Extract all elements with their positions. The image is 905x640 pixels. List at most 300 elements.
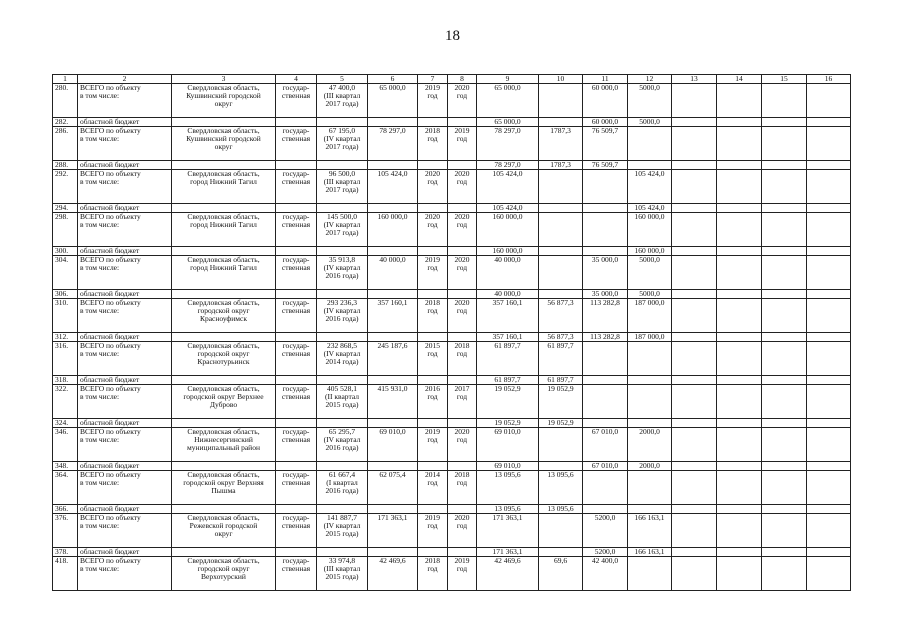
funding-col12-cell: 166 163,1 bbox=[628, 514, 672, 548]
name-cell: областной бюджет bbox=[78, 548, 172, 557]
empty-cell bbox=[672, 84, 717, 118]
funding-total-cell: 13 095,6 bbox=[477, 471, 539, 505]
ownership-cell bbox=[276, 505, 317, 514]
empty-cell bbox=[672, 170, 717, 204]
empty-cell bbox=[717, 514, 762, 548]
objects-table bbox=[52, 74, 851, 591]
empty-cell bbox=[717, 333, 762, 342]
name-cell: ВСЕГО по объекту в том числе: bbox=[78, 471, 172, 505]
funding-col11-cell bbox=[583, 419, 628, 428]
total-cost-cell bbox=[368, 376, 418, 385]
start-year-cell bbox=[418, 204, 448, 213]
total-cost-cell: 42 469,6 bbox=[368, 557, 418, 591]
empty-cell bbox=[807, 385, 851, 419]
ownership-cell: государ- ственная bbox=[276, 514, 317, 548]
location-cell bbox=[172, 290, 276, 299]
row-number-cell: 294. bbox=[53, 204, 78, 213]
end-year-cell bbox=[448, 161, 477, 170]
funding-total-cell: 69 010,0 bbox=[477, 462, 539, 471]
estimated-cost-cell: 96 500,0 (III квартал 2017 года) bbox=[317, 170, 368, 204]
name-cell: областной бюджет bbox=[78, 333, 172, 342]
name-cell: ВСЕГО по объекту в том числе: bbox=[78, 213, 172, 247]
end-year-cell bbox=[448, 505, 477, 514]
empty-cell bbox=[717, 204, 762, 213]
empty-cell bbox=[672, 204, 717, 213]
funding-col11-cell: 5200,0 bbox=[583, 514, 628, 548]
estimated-cost-cell bbox=[317, 505, 368, 514]
object-row bbox=[53, 84, 851, 118]
end-year-cell: 2020 год bbox=[448, 170, 477, 204]
row-number-cell: 378. bbox=[53, 548, 78, 557]
column-number: 16 bbox=[807, 75, 851, 84]
start-year-cell: 2018 год bbox=[418, 127, 448, 161]
end-year-cell: 2019 год bbox=[448, 557, 477, 591]
location-cell: Свердловская область, город Нижний Тагил bbox=[172, 170, 276, 204]
empty-cell bbox=[762, 505, 807, 514]
object-row bbox=[53, 514, 851, 548]
empty-cell bbox=[762, 256, 807, 290]
empty-cell bbox=[807, 514, 851, 548]
total-cost-cell bbox=[368, 161, 418, 170]
row-number-cell: 376. bbox=[53, 514, 78, 548]
funding-col12-cell: 160 000,0 bbox=[628, 213, 672, 247]
funding-total-cell: 61 897,7 bbox=[477, 376, 539, 385]
column-number: 1 bbox=[53, 75, 78, 84]
funding-col11-cell: 113 282,8 bbox=[583, 299, 628, 333]
empty-cell bbox=[762, 342, 807, 376]
funding-col12-cell bbox=[628, 471, 672, 505]
row-number-cell: 300. bbox=[53, 247, 78, 256]
empty-cell bbox=[717, 299, 762, 333]
total-cost-cell: 40 000,0 bbox=[368, 256, 418, 290]
funding-col10-cell bbox=[539, 256, 583, 290]
estimated-cost-cell: 61 667,4 (I квартал 2016 года) bbox=[317, 471, 368, 505]
location-cell: Свердловская область, Кушвинский городской округ bbox=[172, 84, 276, 118]
empty-cell bbox=[717, 385, 762, 419]
funding-col11-cell: 35 000,0 bbox=[583, 290, 628, 299]
end-year-cell: 2020 год bbox=[448, 213, 477, 247]
ownership-cell bbox=[276, 290, 317, 299]
funding-col12-cell: 105 424,0 bbox=[628, 170, 672, 204]
column-number: 15 bbox=[762, 75, 807, 84]
object-row bbox=[53, 557, 851, 591]
empty-cell bbox=[807, 127, 851, 161]
empty-cell bbox=[717, 462, 762, 471]
name-cell: ВСЕГО по объекту в том числе: bbox=[78, 299, 172, 333]
funding-col10-cell bbox=[539, 462, 583, 471]
total-cost-cell bbox=[368, 419, 418, 428]
empty-cell bbox=[762, 333, 807, 342]
location-cell: Свердловская область, Кушвинский городской округ bbox=[172, 127, 276, 161]
empty-cell bbox=[762, 548, 807, 557]
funding-total-cell: 19 052,9 bbox=[477, 419, 539, 428]
location-cell bbox=[172, 247, 276, 256]
funding-col10-cell bbox=[539, 247, 583, 256]
funding-col12-cell bbox=[628, 505, 672, 514]
object-row bbox=[53, 471, 851, 505]
row-number-cell: 282. bbox=[53, 118, 78, 127]
end-year-cell bbox=[448, 333, 477, 342]
total-cost-cell: 245 187,6 bbox=[368, 342, 418, 376]
empty-cell bbox=[672, 290, 717, 299]
funding-total-cell: 42 469,6 bbox=[477, 557, 539, 591]
funding-col11-cell bbox=[583, 247, 628, 256]
funding-col10-cell bbox=[539, 170, 583, 204]
start-year-cell bbox=[418, 419, 448, 428]
location-cell: Свердловская область, городской округ Верхотурский bbox=[172, 557, 276, 591]
empty-cell bbox=[807, 256, 851, 290]
ownership-cell: государ- ственная bbox=[276, 213, 317, 247]
object-row bbox=[53, 170, 851, 204]
empty-cell bbox=[672, 514, 717, 548]
ownership-cell bbox=[276, 548, 317, 557]
funding-col11-cell bbox=[583, 204, 628, 213]
funding-total-cell: 65 000,0 bbox=[477, 118, 539, 127]
start-year-cell: 2014 год bbox=[418, 471, 448, 505]
column-number: 12 bbox=[628, 75, 672, 84]
start-year-cell bbox=[418, 290, 448, 299]
ownership-cell: государ- ственная bbox=[276, 471, 317, 505]
funding-col10-cell: 1787,3 bbox=[539, 127, 583, 161]
column-number: 11 bbox=[583, 75, 628, 84]
column-number: 5 bbox=[317, 75, 368, 84]
name-cell: областной бюджет bbox=[78, 161, 172, 170]
funding-col11-cell: 60 000,0 bbox=[583, 118, 628, 127]
funding-col10-cell: 56 877,3 bbox=[539, 299, 583, 333]
estimated-cost-cell: 47 400,0 (III квартал 2017 года) bbox=[317, 84, 368, 118]
ownership-cell bbox=[276, 118, 317, 127]
funding-total-cell: 171 363,1 bbox=[477, 548, 539, 557]
funding-col10-cell: 19 052,9 bbox=[539, 419, 583, 428]
funding-col10-cell: 13 095,6 bbox=[539, 471, 583, 505]
total-cost-cell: 62 075,4 bbox=[368, 471, 418, 505]
row-number-cell: 292. bbox=[53, 170, 78, 204]
row-number-cell: 280. bbox=[53, 84, 78, 118]
empty-cell bbox=[717, 161, 762, 170]
location-cell: Свердловская область, городской округ Красноуфимск bbox=[172, 299, 276, 333]
start-year-cell bbox=[418, 118, 448, 127]
funding-col11-cell: 42 400,0 bbox=[583, 557, 628, 591]
empty-cell bbox=[762, 170, 807, 204]
funding-col11-cell bbox=[583, 342, 628, 376]
total-cost-cell bbox=[368, 118, 418, 127]
estimated-cost-cell: 145 500,0 (IV квартал 2017 года) bbox=[317, 213, 368, 247]
start-year-cell: 2018 год bbox=[418, 299, 448, 333]
empty-cell bbox=[807, 170, 851, 204]
empty-cell bbox=[717, 342, 762, 376]
location-cell: Свердловская область, городской округ Краснотурьинск bbox=[172, 342, 276, 376]
end-year-cell bbox=[448, 204, 477, 213]
end-year-cell: 2018 год bbox=[448, 471, 477, 505]
empty-cell bbox=[717, 127, 762, 161]
funding-total-cell: 160 000,0 bbox=[477, 247, 539, 256]
total-cost-cell bbox=[368, 247, 418, 256]
object-row bbox=[53, 256, 851, 290]
column-number: 10 bbox=[539, 75, 583, 84]
object-row bbox=[53, 299, 851, 333]
location-cell: Свердловская область, город Нижний Тагил bbox=[172, 213, 276, 247]
empty-cell bbox=[807, 299, 851, 333]
ownership-cell bbox=[276, 419, 317, 428]
funding-total-cell: 40 000,0 bbox=[477, 290, 539, 299]
estimated-cost-cell bbox=[317, 376, 368, 385]
budget-row bbox=[53, 505, 851, 514]
empty-cell bbox=[762, 213, 807, 247]
empty-cell bbox=[717, 118, 762, 127]
funding-col11-cell bbox=[583, 213, 628, 247]
funding-total-cell: 357 160,1 bbox=[477, 299, 539, 333]
funding-col12-cell: 160 000,0 bbox=[628, 247, 672, 256]
funding-total-cell: 78 297,0 bbox=[477, 127, 539, 161]
name-cell: ВСЕГО по объекту в том числе: bbox=[78, 428, 172, 462]
estimated-cost-cell bbox=[317, 290, 368, 299]
funding-col10-cell: 61 897,7 bbox=[539, 376, 583, 385]
estimated-cost-cell: 65 295,7 (IV квартал 2016 года) bbox=[317, 428, 368, 462]
name-cell: областной бюджет bbox=[78, 247, 172, 256]
location-cell bbox=[172, 548, 276, 557]
funding-col12-cell: 5000,0 bbox=[628, 84, 672, 118]
funding-col11-cell: 5200,0 bbox=[583, 548, 628, 557]
end-year-cell bbox=[448, 247, 477, 256]
column-number: 13 bbox=[672, 75, 717, 84]
funding-col10-cell bbox=[539, 428, 583, 462]
empty-cell bbox=[762, 376, 807, 385]
estimated-cost-cell: 405 528,1 (II квартал 2015 года) bbox=[317, 385, 368, 419]
empty-cell bbox=[672, 256, 717, 290]
empty-cell bbox=[672, 419, 717, 428]
start-year-cell bbox=[418, 161, 448, 170]
empty-cell bbox=[762, 385, 807, 419]
funding-col11-cell: 67 010,0 bbox=[583, 428, 628, 462]
empty-cell bbox=[762, 471, 807, 505]
ownership-cell: государ- ственная bbox=[276, 299, 317, 333]
start-year-cell: 2019 год bbox=[418, 84, 448, 118]
funding-col10-cell bbox=[539, 84, 583, 118]
end-year-cell bbox=[448, 548, 477, 557]
funding-col12-cell bbox=[628, 342, 672, 376]
location-cell: Свердловская область, городской округ Верхнее Дуброво bbox=[172, 385, 276, 419]
empty-cell bbox=[672, 161, 717, 170]
funding-col12-cell bbox=[628, 161, 672, 170]
start-year-cell: 2020 год bbox=[418, 213, 448, 247]
empty-cell bbox=[807, 118, 851, 127]
empty-cell bbox=[807, 471, 851, 505]
end-year-cell bbox=[448, 376, 477, 385]
empty-cell bbox=[762, 290, 807, 299]
column-number: 8 bbox=[448, 75, 477, 84]
empty-cell bbox=[762, 84, 807, 118]
funding-col11-cell: 113 282,8 bbox=[583, 333, 628, 342]
row-number-cell: 318. bbox=[53, 376, 78, 385]
total-cost-cell bbox=[368, 333, 418, 342]
page-number: 18 bbox=[445, 28, 460, 44]
name-cell: областной бюджет bbox=[78, 462, 172, 471]
empty-cell bbox=[717, 471, 762, 505]
funding-total-cell: 357 160,1 bbox=[477, 333, 539, 342]
estimated-cost-cell bbox=[317, 419, 368, 428]
empty-cell bbox=[762, 557, 807, 591]
column-number: 14 bbox=[717, 75, 762, 84]
location-cell bbox=[172, 204, 276, 213]
row-number-cell: 324. bbox=[53, 419, 78, 428]
funding-total-cell: 78 297,0 bbox=[477, 161, 539, 170]
empty-cell bbox=[717, 213, 762, 247]
funding-col12-cell: 187 000,0 bbox=[628, 333, 672, 342]
empty-cell bbox=[672, 299, 717, 333]
ownership-cell: государ- ственная bbox=[276, 385, 317, 419]
empty-cell bbox=[672, 385, 717, 419]
ownership-cell bbox=[276, 376, 317, 385]
funding-col10-cell: 13 095,6 bbox=[539, 505, 583, 514]
empty-cell bbox=[717, 557, 762, 591]
funding-col10-cell bbox=[539, 213, 583, 247]
empty-cell bbox=[672, 462, 717, 471]
object-row bbox=[53, 428, 851, 462]
funding-col10-cell: 56 877,3 bbox=[539, 333, 583, 342]
empty-cell bbox=[807, 161, 851, 170]
estimated-cost-cell bbox=[317, 548, 368, 557]
empty-cell bbox=[717, 428, 762, 462]
funding-col10-cell bbox=[539, 548, 583, 557]
funding-col11-cell: 67 010,0 bbox=[583, 462, 628, 471]
empty-cell bbox=[807, 213, 851, 247]
total-cost-cell: 105 424,0 bbox=[368, 170, 418, 204]
ownership-cell bbox=[276, 333, 317, 342]
empty-cell bbox=[672, 213, 717, 247]
empty-cell bbox=[807, 247, 851, 256]
funding-col11-cell bbox=[583, 505, 628, 514]
empty-cell bbox=[672, 471, 717, 505]
row-number-cell: 316. bbox=[53, 342, 78, 376]
row-number-cell: 306. bbox=[53, 290, 78, 299]
row-number-cell: 348. bbox=[53, 462, 78, 471]
total-cost-cell bbox=[368, 462, 418, 471]
funding-col11-cell: 35 000,0 bbox=[583, 256, 628, 290]
ownership-cell: государ- ственная bbox=[276, 84, 317, 118]
empty-cell bbox=[672, 247, 717, 256]
column-number: 7 bbox=[418, 75, 448, 84]
end-year-cell: 2019 год bbox=[448, 127, 477, 161]
funding-col12-cell bbox=[628, 376, 672, 385]
ownership-cell bbox=[276, 161, 317, 170]
location-cell bbox=[172, 118, 276, 127]
funding-col10-cell bbox=[539, 118, 583, 127]
funding-col11-cell bbox=[583, 376, 628, 385]
row-number-cell: 364. bbox=[53, 471, 78, 505]
funding-total-cell: 171 363,1 bbox=[477, 514, 539, 548]
budget-row bbox=[53, 204, 851, 213]
empty-cell bbox=[807, 84, 851, 118]
funding-col10-cell bbox=[539, 204, 583, 213]
estimated-cost-cell: 141 887,7 (IV квартал 2015 года) bbox=[317, 514, 368, 548]
start-year-cell bbox=[418, 505, 448, 514]
estimated-cost-cell: 293 236,3 (IV квартал 2016 года) bbox=[317, 299, 368, 333]
budget-row bbox=[53, 462, 851, 471]
total-cost-cell bbox=[368, 204, 418, 213]
column-number: 2 bbox=[78, 75, 172, 84]
empty-cell bbox=[672, 342, 717, 376]
estimated-cost-cell bbox=[317, 247, 368, 256]
ownership-cell: государ- ственная bbox=[276, 342, 317, 376]
empty-cell bbox=[672, 118, 717, 127]
start-year-cell bbox=[418, 376, 448, 385]
budget-row bbox=[53, 118, 851, 127]
column-number: 9 bbox=[477, 75, 539, 84]
funding-total-cell: 19 052,9 bbox=[477, 385, 539, 419]
estimated-cost-cell: 33 974,8 (III квартал 2015 года) bbox=[317, 557, 368, 591]
start-year-cell: 2019 год bbox=[418, 514, 448, 548]
location-cell bbox=[172, 462, 276, 471]
empty-cell bbox=[807, 557, 851, 591]
start-year-cell bbox=[418, 548, 448, 557]
funding-total-cell: 13 095,6 bbox=[477, 505, 539, 514]
empty-cell bbox=[717, 419, 762, 428]
estimated-cost-cell bbox=[317, 204, 368, 213]
end-year-cell: 2020 год bbox=[448, 299, 477, 333]
total-cost-cell: 357 160,1 bbox=[368, 299, 418, 333]
row-number-cell: 366. bbox=[53, 505, 78, 514]
funding-col10-cell bbox=[539, 514, 583, 548]
row-number-cell: 312. bbox=[53, 333, 78, 342]
name-cell: ВСЕГО по объекту в том числе: bbox=[78, 385, 172, 419]
start-year-cell: 2019 год bbox=[418, 428, 448, 462]
estimated-cost-cell: 67 195,0 (IV квартал 2017 года) bbox=[317, 127, 368, 161]
budget-row bbox=[53, 376, 851, 385]
object-row bbox=[53, 213, 851, 247]
name-cell: ВСЕГО по объекту в том числе: bbox=[78, 256, 172, 290]
location-cell bbox=[172, 376, 276, 385]
empty-cell bbox=[672, 428, 717, 462]
budget-row bbox=[53, 333, 851, 342]
empty-cell bbox=[762, 127, 807, 161]
funding-col10-cell: 1787,3 bbox=[539, 161, 583, 170]
empty-cell bbox=[672, 376, 717, 385]
end-year-cell: 2017 год bbox=[448, 385, 477, 419]
total-cost-cell bbox=[368, 290, 418, 299]
name-cell: ВСЕГО по объекту в том числе: bbox=[78, 342, 172, 376]
name-cell: ВСЕГО по объекту в том числе: bbox=[78, 170, 172, 204]
empty-cell bbox=[717, 247, 762, 256]
total-cost-cell: 65 000,0 bbox=[368, 84, 418, 118]
end-year-cell bbox=[448, 462, 477, 471]
funding-col12-cell: 187 000,0 bbox=[628, 299, 672, 333]
column-number: 4 bbox=[276, 75, 317, 84]
empty-cell bbox=[762, 247, 807, 256]
start-year-cell bbox=[418, 247, 448, 256]
empty-cell bbox=[717, 170, 762, 204]
estimated-cost-cell: 35 913,8 (IV квартал 2016 года) bbox=[317, 256, 368, 290]
ownership-cell: государ- ственная bbox=[276, 256, 317, 290]
total-cost-cell bbox=[368, 505, 418, 514]
funding-col11-cell bbox=[583, 170, 628, 204]
empty-cell bbox=[807, 342, 851, 376]
empty-cell bbox=[717, 376, 762, 385]
empty-cell bbox=[807, 290, 851, 299]
empty-cell bbox=[807, 505, 851, 514]
ownership-cell: государ- ственная bbox=[276, 428, 317, 462]
empty-cell bbox=[807, 419, 851, 428]
column-number: 6 bbox=[368, 75, 418, 84]
name-cell: областной бюджет bbox=[78, 118, 172, 127]
start-year-cell bbox=[418, 333, 448, 342]
name-cell: областной бюджет bbox=[78, 505, 172, 514]
start-year-cell: 2018 год bbox=[418, 557, 448, 591]
estimated-cost-cell bbox=[317, 161, 368, 170]
location-cell bbox=[172, 505, 276, 514]
end-year-cell bbox=[448, 419, 477, 428]
location-cell bbox=[172, 333, 276, 342]
empty-cell bbox=[807, 333, 851, 342]
